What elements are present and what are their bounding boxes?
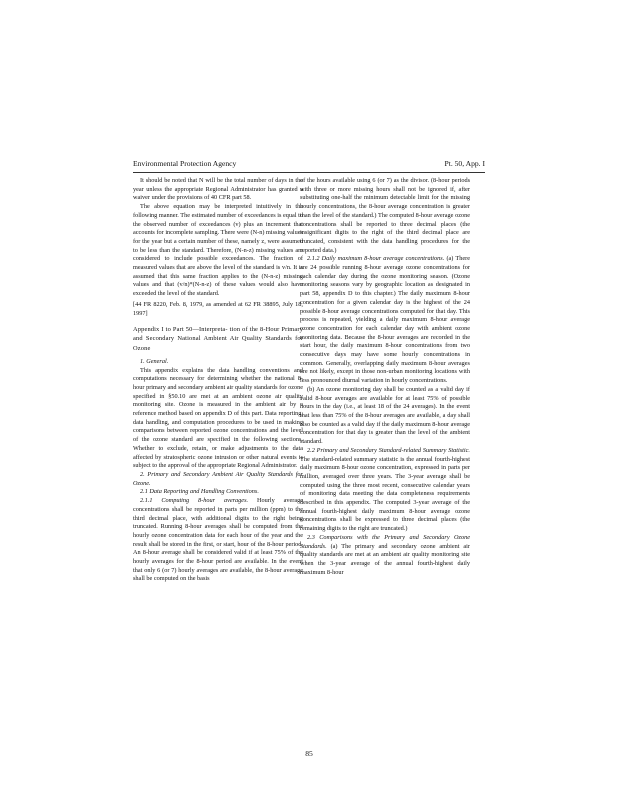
section-2-1-2-heading: 2.1.2 Daily maximum 8-hour average concentrations. bbox=[307, 255, 445, 263]
section-2-3-text: (a) The primary and secondary ozone ambient air quality standards are met at an ambient air quality monitoring site when the 3-year average of the annual fourth-highest daily maximum 8-hour bbox=[300, 542, 470, 576]
section-2-1-heading: 2.1 Data Reporting and Handling Conventions. bbox=[140, 488, 259, 496]
paragraph-continued: of the hours available using 6 (or 7) as the divisor. (8-hour periods with three or more missing hours shall not be ignored if, after substituting one-half the minimum detectable limit for the missing hourly concentrations, the 8-hour average concentration is greater than the level of the standard.) The computed 8-hour average ozone concentrations shall be reported to three decimal places (the insignificant digits to the right of the third decimal place are truncated, consistent with the data handling procedures for the reported data.) bbox=[300, 177, 470, 254]
section-2-3-heading: 2.3 Comparisons with the Primary and Secondary Ozone Standards. bbox=[300, 533, 470, 550]
appendix-title-line-3: Secondary National Ambient Air bbox=[145, 335, 239, 343]
section-2-heading: 2. Primary and Secondary Ambient Air Quality Standards for Ozone. bbox=[133, 471, 303, 487]
section-2-2-heading: 2.2 Primary and Secondary Standard-related Summary Statistic. bbox=[307, 446, 470, 454]
paragraph-equation-interpretation: The above equation may be interpreted intuitively in the following manner. The estimated number of exceedances is equal to the observed number of exceedances (v) plus an increment that accounts for incomplete sampling. There were (N-n) missing values for the year but a certain number of these, namely z, were assumed to be less than the standard. Therefore, (N-n-z) missing values are considered to include possible exceedances. The fraction of measured values that are above the level of the standard is v/n. It is assumed that this same fraction applies to the (N-n-z) missing values and that (v/n)*(N-n-z) of these values would also have exceeded the level of the standard. bbox=[133, 203, 303, 298]
appendix-title-line-1: Appendix I to Part 50—Interpreta- bbox=[133, 326, 228, 334]
page-number: 85 bbox=[305, 749, 313, 758]
section-2-1-1 bbox=[133, 497, 303, 584]
right-column bbox=[300, 177, 470, 577]
section-2-1-1-text: Hourly average concentrations shall be reported in parts per million (ppm) to the third decimal place, with additional digits to the right being truncated. Running 8-hour averages shall be computed from the hourly ozone concentration data for each hour of the year and the result shall be stored in the first, or start, hour of the 8-hour period. An 8-hour average shall be considered valid if at least 75% of the hourly averages for the 8-hour period are available. In the event that only 6 (or 7) hourly averages are available, the 8-hour average shall be computed on the basis bbox=[133, 497, 304, 583]
citation: [44 FR 8220, Feb. 8, 1979, as amended at 62 FR 38895, July 18, 1997] bbox=[133, 300, 303, 317]
appendix-title-line-2: tion of the 8-Hour Primary and bbox=[133, 326, 304, 343]
running-header bbox=[133, 158, 485, 170]
section-1-text: This appendix explains the data handling conventions and computations necessary for determining whether the national 8-hour primary and secondary ambient air quality standards for ozone specified in §50.10 are met at an ambient ozone air quality monitoring site. Ozone is measured in the ambient air by a reference method based on appendix D of this part. Data reporting, data handling, and computation procedures to be used in making comparisons between reported ozone concentrations and the level of the ozone standard are specified in the following sections. Whether to exclude, retain, or make adjustments to the data affected by stratospheric ozone intrusion or other natural events is subject to the approval of the appropriate Regional Administrator. bbox=[133, 366, 303, 470]
section-1-heading: 1. General. bbox=[140, 357, 169, 365]
header-agency: Environmental Protection Agency bbox=[133, 159, 237, 168]
paragraph-waiver-note: It should be noted that N will be the total number of days in the year unless the appropriate Regional Administrator has granted a waiver under the provisions of 40 CFR part 58. bbox=[133, 177, 303, 202]
section-2-2-text: The standard-related summary statistic is the annual fourth-highest daily maximum 8-hour ozone concentration, expressed in parts per million, averaged over three years. The 3-year average shall be computed using the three most recent, consecutive calendar years of monitoring data meeting the data completeness requirements described in this appendix. The computed 3-year average of the annual fourth-highest daily maximum 8-hour average ozone concentrations shall be expressed to three decimal places (the remaining digits to the right are truncated.) bbox=[300, 455, 470, 533]
left-column bbox=[133, 177, 303, 584]
header-rule bbox=[133, 172, 485, 173]
section-2-1-1-heading: 2.1.1 Computing 8-hour averages. bbox=[140, 497, 249, 505]
section-2-1-2-b: (b) An ozone monitoring day shall be counted as a valid day if valid 8-hour averages are available for at least 75% of possible hours in the day (i.e., at least 18 of the 24 averages). In the event that less than 75% of the 8-hour averages are available, a day shall also be counted as a valid day if the daily maximum 8-hour average concentration for that day is greater than the level of the ambient standard. bbox=[300, 385, 470, 446]
section-2-2 bbox=[300, 447, 470, 534]
section-2-1-2-a-text: (a) There are 24 possible running 8-hour average ozone concentrations for each calendar day during the ozone monitoring season. (Ozone monitoring seasons vary by geographic location as designated in part 58, appendix D to this chapter.) The daily maximum 8-hour concentration for a given calendar day is the highest of the 24 possible 8-hour average concentrations computed for that day. This process is repeated, yielding a daily maximum 8-hour average ozone concentration for each calendar day with ambient ozone monitoring data. Because the 8-hour averages are recorded in the start hour, the daily maximum 8-hour concentrations from two consecutive days may have some hourly concentrations in common. Generally, overlapping daily maximum 8-hour averages are not likely, except in those non-urban monitoring locations with less pronounced diurnal variation in hourly concentrations. bbox=[300, 255, 470, 385]
section-2-1-2-a bbox=[300, 255, 470, 386]
section-2-3 bbox=[300, 534, 470, 578]
header-part-reference: Pt. 50, App. I bbox=[444, 159, 485, 168]
appendix-title-line-4: Quality Standards for Ozone bbox=[133, 335, 304, 352]
appendix-title bbox=[133, 325, 303, 353]
